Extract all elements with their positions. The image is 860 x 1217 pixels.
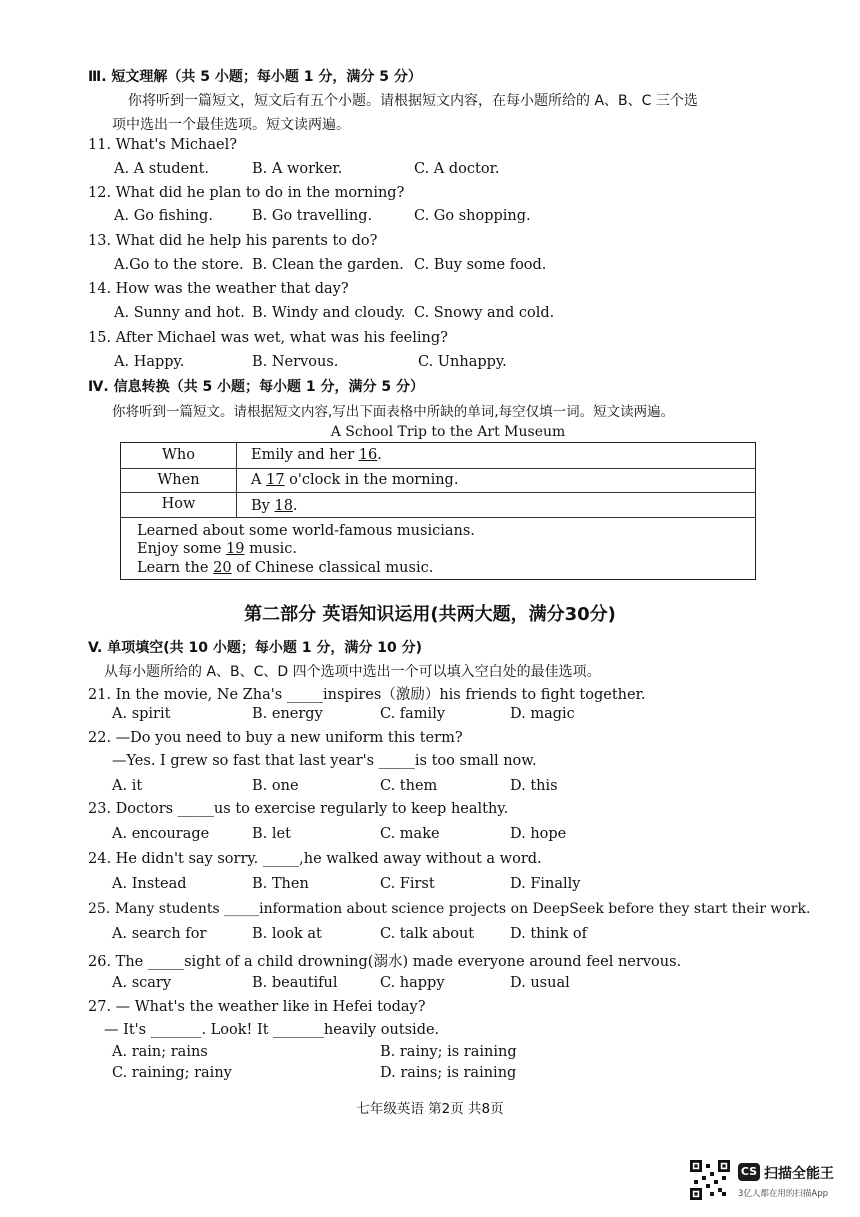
option-24-d: D. Finally <box>510 876 581 892</box>
section5-instruction: 从每小题所给的 A、B、C、D 四个选项中选出一个可以填入空白处的最佳选项。 <box>104 664 601 680</box>
blank-18: 18 <box>274 498 293 514</box>
row-label-when: When <box>157 472 200 488</box>
question-23: 23. Doctors _____us to exercise regularly to keep healthy. <box>88 801 509 817</box>
option-11-b: B. A worker. <box>252 161 343 177</box>
page-footer: 七年级英语 第2页 共8页 <box>356 1101 504 1117</box>
option-25-b: B. look at <box>252 926 322 942</box>
option-12-c: C. Go shopping. <box>414 208 531 224</box>
question-11: 11. What's Michael? <box>88 137 238 153</box>
camscanner-tagline: 3亿人都在用的扫描App <box>738 1189 829 1199</box>
question-24: 24. He didn't say sorry. _____,he walked away without a word. <box>88 851 542 867</box>
option-14-c: C. Snowy and cold. <box>414 305 555 321</box>
option-13-a: A.Go to the store. <box>114 257 244 273</box>
question-13: 13. What did he help his parents to do? <box>88 233 378 249</box>
option-24-c: C. First <box>380 876 435 892</box>
option-21-a: A. spirit <box>112 706 171 722</box>
blank-16: 16 <box>358 447 378 463</box>
option-15-c: C. Unhappy. <box>418 354 507 370</box>
option-23-d: D. hope <box>510 826 567 842</box>
question-12: 12. What did he plan to do in the morning? <box>88 185 405 201</box>
qr-code-icon <box>690 1160 730 1200</box>
question-22-line2: —Yes. I grew so fast that last year's _____is too small now. <box>112 753 537 769</box>
table-bottom-line-3: Learn the 20 of Chinese classical music. <box>137 560 434 576</box>
question-25: 25. Many students _____information about science projects on DeepSeek before they start their work. <box>88 901 811 917</box>
option-21-d: D. magic <box>510 706 575 722</box>
question-27: 27. — What's the weather like in Hefei today? <box>88 999 426 1015</box>
option-27-a: A. rain; rains <box>112 1044 208 1060</box>
option-22-b: B. one <box>252 778 299 794</box>
option-21-c: C. family <box>380 706 446 722</box>
option-24-a: A. Instead <box>112 876 187 892</box>
question-15: 15. After Michael was wet, what was his feeling? <box>88 330 448 346</box>
option-23-c: C. make <box>380 826 440 842</box>
option-26-c: C. happy <box>380 975 445 991</box>
question-22: 22. —Do you need to buy a new uniform this term? <box>88 730 463 746</box>
section3-instruction-2: 项中选出一个最佳选项。短文读两遍。 <box>112 117 350 133</box>
question-14: 14. How was the weather that day? <box>88 281 349 297</box>
option-12-b: B. Go travelling. <box>252 208 373 224</box>
row-value-how: By 18. <box>251 498 298 514</box>
table-bottom-line-2: Enjoy some 19 music. <box>137 541 298 557</box>
option-11-a: A. A student. <box>114 161 210 177</box>
option-21-b: B. energy <box>252 706 323 722</box>
option-14-b: B. Windy and cloudy. <box>252 305 406 321</box>
option-14-a: A. Sunny and hot. <box>114 305 245 321</box>
table-bottom-line-1: Learned about some world-famous musicians. <box>137 523 475 539</box>
camscanner-name: 扫描全能王 <box>764 1166 834 1182</box>
row-value-when: A 17 o'clock in the morning. <box>251 472 459 488</box>
option-15-a: A. Happy. <box>114 354 185 370</box>
section4-instruction: 你将听到一篇短文。请根据短文内容,写出下面表格中所缺的单词,每空仅填一词。短文读两遍。 <box>112 404 675 420</box>
question-21: 21. In the movie, Ne Zha's _____inspires（激励）his friends to fight together. <box>88 687 646 703</box>
row-label-how: How <box>161 496 196 512</box>
table-row <box>121 443 755 469</box>
option-15-b: B. Nervous. <box>252 354 339 370</box>
option-27-d: D. rains; is raining <box>380 1065 517 1081</box>
table-title: A School Trip to the Art Museum <box>330 424 566 440</box>
camscanner-logo: CS <box>738 1163 760 1181</box>
option-26-b: B. beautiful <box>252 975 338 991</box>
option-26-a: A. scary <box>112 975 172 991</box>
question-27-line2: — It's _______. Look! It _______heavily outside. <box>104 1022 440 1038</box>
table-row <box>121 469 755 493</box>
section5-heading: V. 单项填空(共 10 小题；每小题 1 分，满分 10 分) <box>88 640 422 656</box>
blank-17: 17 <box>266 472 285 488</box>
row-label-who: Who <box>162 447 195 463</box>
option-27-b: B. rainy; is raining <box>380 1044 517 1060</box>
option-25-a: A. search for <box>112 926 207 942</box>
option-12-a: A. Go fishing. <box>114 208 213 224</box>
question-26: 26. The _____sight of a child drowning(溺水) made everyone around feel nervous. <box>88 954 682 970</box>
info-table <box>120 442 756 580</box>
row-value-who: Emily and her 16. <box>251 447 382 463</box>
option-24-b: B. Then <box>252 876 309 892</box>
option-25-c: C. talk about <box>380 926 475 942</box>
option-27-c: C. raining; rainy <box>112 1065 232 1081</box>
option-23-a: A. encourage <box>112 826 210 842</box>
section4-heading: Ⅳ. 信息转换（共 5 小题；每小题 1 分，满分 5 分） <box>88 379 425 395</box>
option-25-d: D. think of <box>510 926 587 942</box>
section3-heading: Ⅲ. 短文理解（共 5 小题；每小题 1 分，满分 5 分） <box>88 69 422 85</box>
option-11-c: C. A doctor. <box>414 161 500 177</box>
option-13-c: C. Buy some food. <box>414 257 547 273</box>
part2-heading: 第二部分 英语知识运用(共两大题，满分30分) <box>244 604 616 625</box>
table-row <box>121 493 755 518</box>
option-26-d: D. usual <box>510 975 570 991</box>
option-22-d: D. this <box>510 778 558 794</box>
option-13-b: B. Clean the garden. <box>252 257 404 273</box>
option-23-b: B. let <box>252 826 291 842</box>
section3-instruction-1: 你将听到一篇短文，短文后有五个小题。请根据短文内容，在每小题所给的 A、B、C 三个选 <box>128 93 698 109</box>
blank-20: 20 <box>213 560 232 576</box>
blank-19: 19 <box>226 541 245 557</box>
option-22-c: C. them <box>380 778 438 794</box>
option-22-a: A. it <box>112 778 143 794</box>
